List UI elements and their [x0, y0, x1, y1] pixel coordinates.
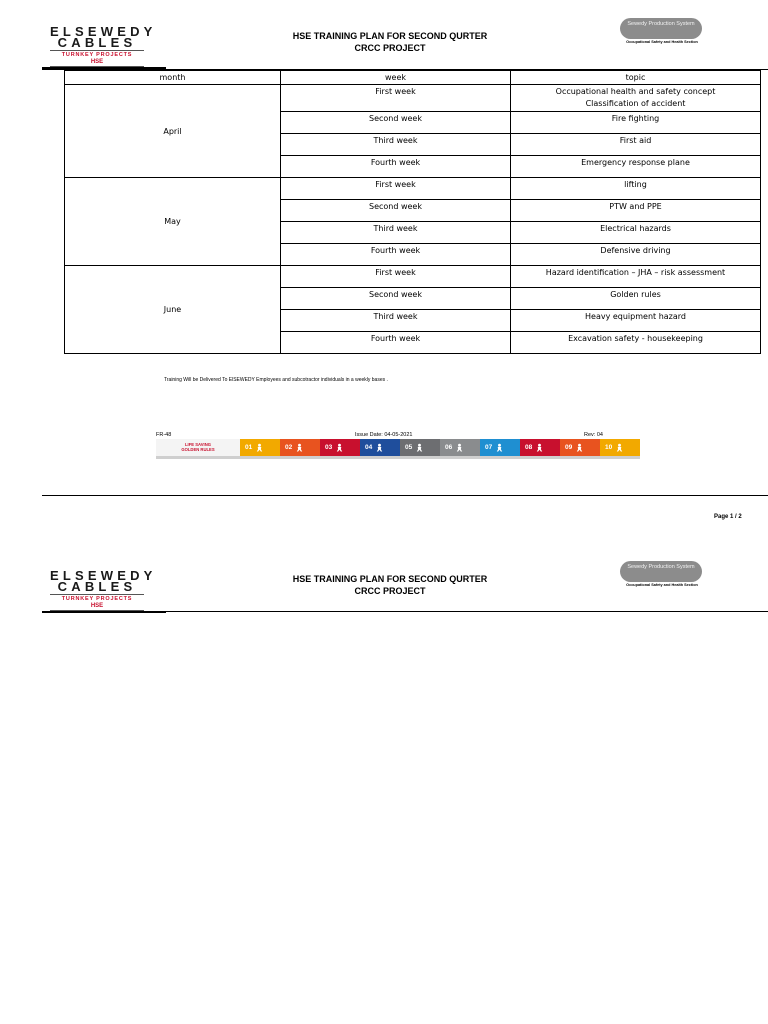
- golden-rule-number: 04: [365, 444, 373, 451]
- golden-rule-number: 10: [605, 444, 613, 451]
- lock-icon: [535, 443, 544, 452]
- month-cell: May: [65, 178, 281, 266]
- week-cell: Third week: [281, 134, 511, 156]
- week-cell: Second week: [281, 112, 511, 134]
- topic-cell: [511, 200, 761, 222]
- training-note: Training Will be Delivered To ElSEWEDY Employees and subcotractor individuals in a weekly bases .: [164, 377, 388, 383]
- topic-line: First aid: [619, 136, 652, 145]
- table-header-row: [65, 71, 761, 85]
- header-rule-page-2: [42, 611, 768, 612]
- title-line-1: HSE TRAINING PLAN FOR SECOND QURTER: [292, 31, 488, 41]
- logo-line-1: ELSEWEDY: [50, 24, 157, 39]
- topic-line: Defensive driving: [600, 246, 671, 255]
- logo-line-3: TURNKEY PROJECTS: [50, 594, 144, 603]
- golden-rule-02: [280, 439, 320, 456]
- golden-rule-05: [400, 439, 440, 456]
- golden-rule-number: 05: [405, 444, 413, 451]
- topic-cell: [511, 156, 761, 178]
- column-header: week: [281, 71, 511, 85]
- issue-date: Issue Date: 04-05-2021: [355, 432, 413, 438]
- logo-line-4: HSE: [90, 59, 104, 65]
- banner-title: [156, 439, 240, 456]
- golden-rules-banner: [156, 439, 640, 456]
- golden-rule-number: 02: [285, 444, 293, 451]
- golden-rule-10: [600, 439, 640, 456]
- page-title: [270, 30, 510, 54]
- table-row: [65, 178, 761, 200]
- people-icon: [255, 443, 264, 452]
- topic-cell: [511, 288, 761, 310]
- revision: Rev: 04: [584, 432, 603, 438]
- topic-line: Golden rules: [610, 290, 661, 299]
- week-cell: Fourth week: [281, 332, 511, 354]
- golden-rule-08: [520, 439, 560, 456]
- system-section-page-2: Occupational Safety and Health Section: [626, 583, 698, 587]
- week-cell: Second week: [281, 288, 511, 310]
- topic-cell: [511, 244, 761, 266]
- training-plan-table: [64, 70, 761, 354]
- topic-line: Fire fighting: [611, 114, 660, 123]
- topic-line: Heavy equipment hazard: [585, 312, 686, 321]
- topic-cell: [511, 134, 761, 156]
- company-logo: [50, 24, 157, 67]
- logo-line-4: HSE: [90, 603, 104, 609]
- golden-rule-03: [320, 439, 360, 456]
- week-cell: Second week: [281, 200, 511, 222]
- system-badge-page-2: Sewedy Production System: [620, 561, 702, 582]
- topic-cell: [511, 85, 761, 112]
- month-cell: June: [65, 266, 281, 354]
- form-code: FR-48: [156, 432, 172, 438]
- company-logo-page-2: [50, 568, 157, 611]
- golden-rule-number: 01: [245, 444, 253, 451]
- logo-line-3: TURNKEY PROJECTS: [50, 50, 144, 59]
- system-section: Occupational Safety and Health Section: [626, 40, 698, 44]
- week-cell: Fourth week: [281, 156, 511, 178]
- golden-rule-number: 08: [525, 444, 533, 451]
- banner-title-line-2: GOLDEN RULES: [181, 447, 215, 452]
- banner-shadow: [156, 456, 640, 459]
- week-cell: Third week: [281, 222, 511, 244]
- climb-icon: [335, 443, 344, 452]
- vehicle-icon: [295, 443, 304, 452]
- title-line-2: CRCC PROJECT: [354, 43, 426, 53]
- logo-line-2: CABLES: [57, 35, 137, 50]
- topic-cell: [511, 332, 761, 354]
- golden-rule-01: [240, 439, 280, 456]
- table-row: [65, 85, 761, 112]
- ppe-icon: [615, 443, 624, 452]
- worker-icon: [415, 443, 424, 452]
- golden-rule-07: [480, 439, 520, 456]
- topic-line: Emergency response plane: [581, 158, 690, 167]
- topic-line: lifting: [624, 180, 647, 189]
- golden-rule-number: 03: [325, 444, 333, 451]
- golden-rule-number: 07: [485, 444, 493, 451]
- banner-title-line-1: LIFE SAVING: [185, 442, 211, 447]
- topic-cell: [511, 310, 761, 332]
- page-number: Page 1 / 2: [714, 514, 742, 520]
- page-divider: [42, 495, 768, 496]
- golden-rule-06: [440, 439, 480, 456]
- golden-rules-list: [240, 439, 640, 456]
- topic-cell: [511, 222, 761, 244]
- logo-line-1: ELSEWEDY: [50, 568, 157, 583]
- topic-line: Hazard identification – JHA – risk assessment: [545, 268, 726, 277]
- column-header: topic: [511, 71, 761, 85]
- fire-icon: [575, 443, 584, 452]
- dig-icon: [495, 443, 504, 452]
- column-header: month: [65, 71, 281, 85]
- golden-rule-04: [360, 439, 400, 456]
- week-cell: First week: [281, 266, 511, 288]
- title-line-1: HSE TRAINING PLAN FOR SECOND QURTER: [292, 574, 488, 584]
- topic-cell: [511, 112, 761, 134]
- lift-icon: [455, 443, 464, 452]
- golden-rule-09: [560, 439, 600, 456]
- topic-cell: [511, 178, 761, 200]
- logo-line-2: CABLES: [57, 579, 137, 594]
- topic-cell: [511, 266, 761, 288]
- system-badge: Sewedy Production System: [620, 18, 702, 39]
- topic-line: Occupational health and safety concept: [555, 87, 716, 96]
- topic-line: Electrical hazards: [600, 224, 671, 233]
- golden-rule-number: 09: [565, 444, 573, 451]
- week-cell: First week: [281, 85, 511, 112]
- topic-line: PTW and PPE: [609, 202, 662, 211]
- table-row: [65, 266, 761, 288]
- permit-icon: [375, 443, 384, 452]
- week-cell: First week: [281, 178, 511, 200]
- topic-line: Classification of accident: [585, 99, 686, 108]
- topic-line: Excavation safety - housekeeping: [568, 334, 703, 343]
- page-title-page-2: [270, 573, 510, 597]
- month-cell: April: [65, 85, 281, 178]
- title-line-2: CRCC PROJECT: [354, 586, 426, 596]
- golden-rule-number: 06: [445, 444, 453, 451]
- week-cell: Third week: [281, 310, 511, 332]
- week-cell: Fourth week: [281, 244, 511, 266]
